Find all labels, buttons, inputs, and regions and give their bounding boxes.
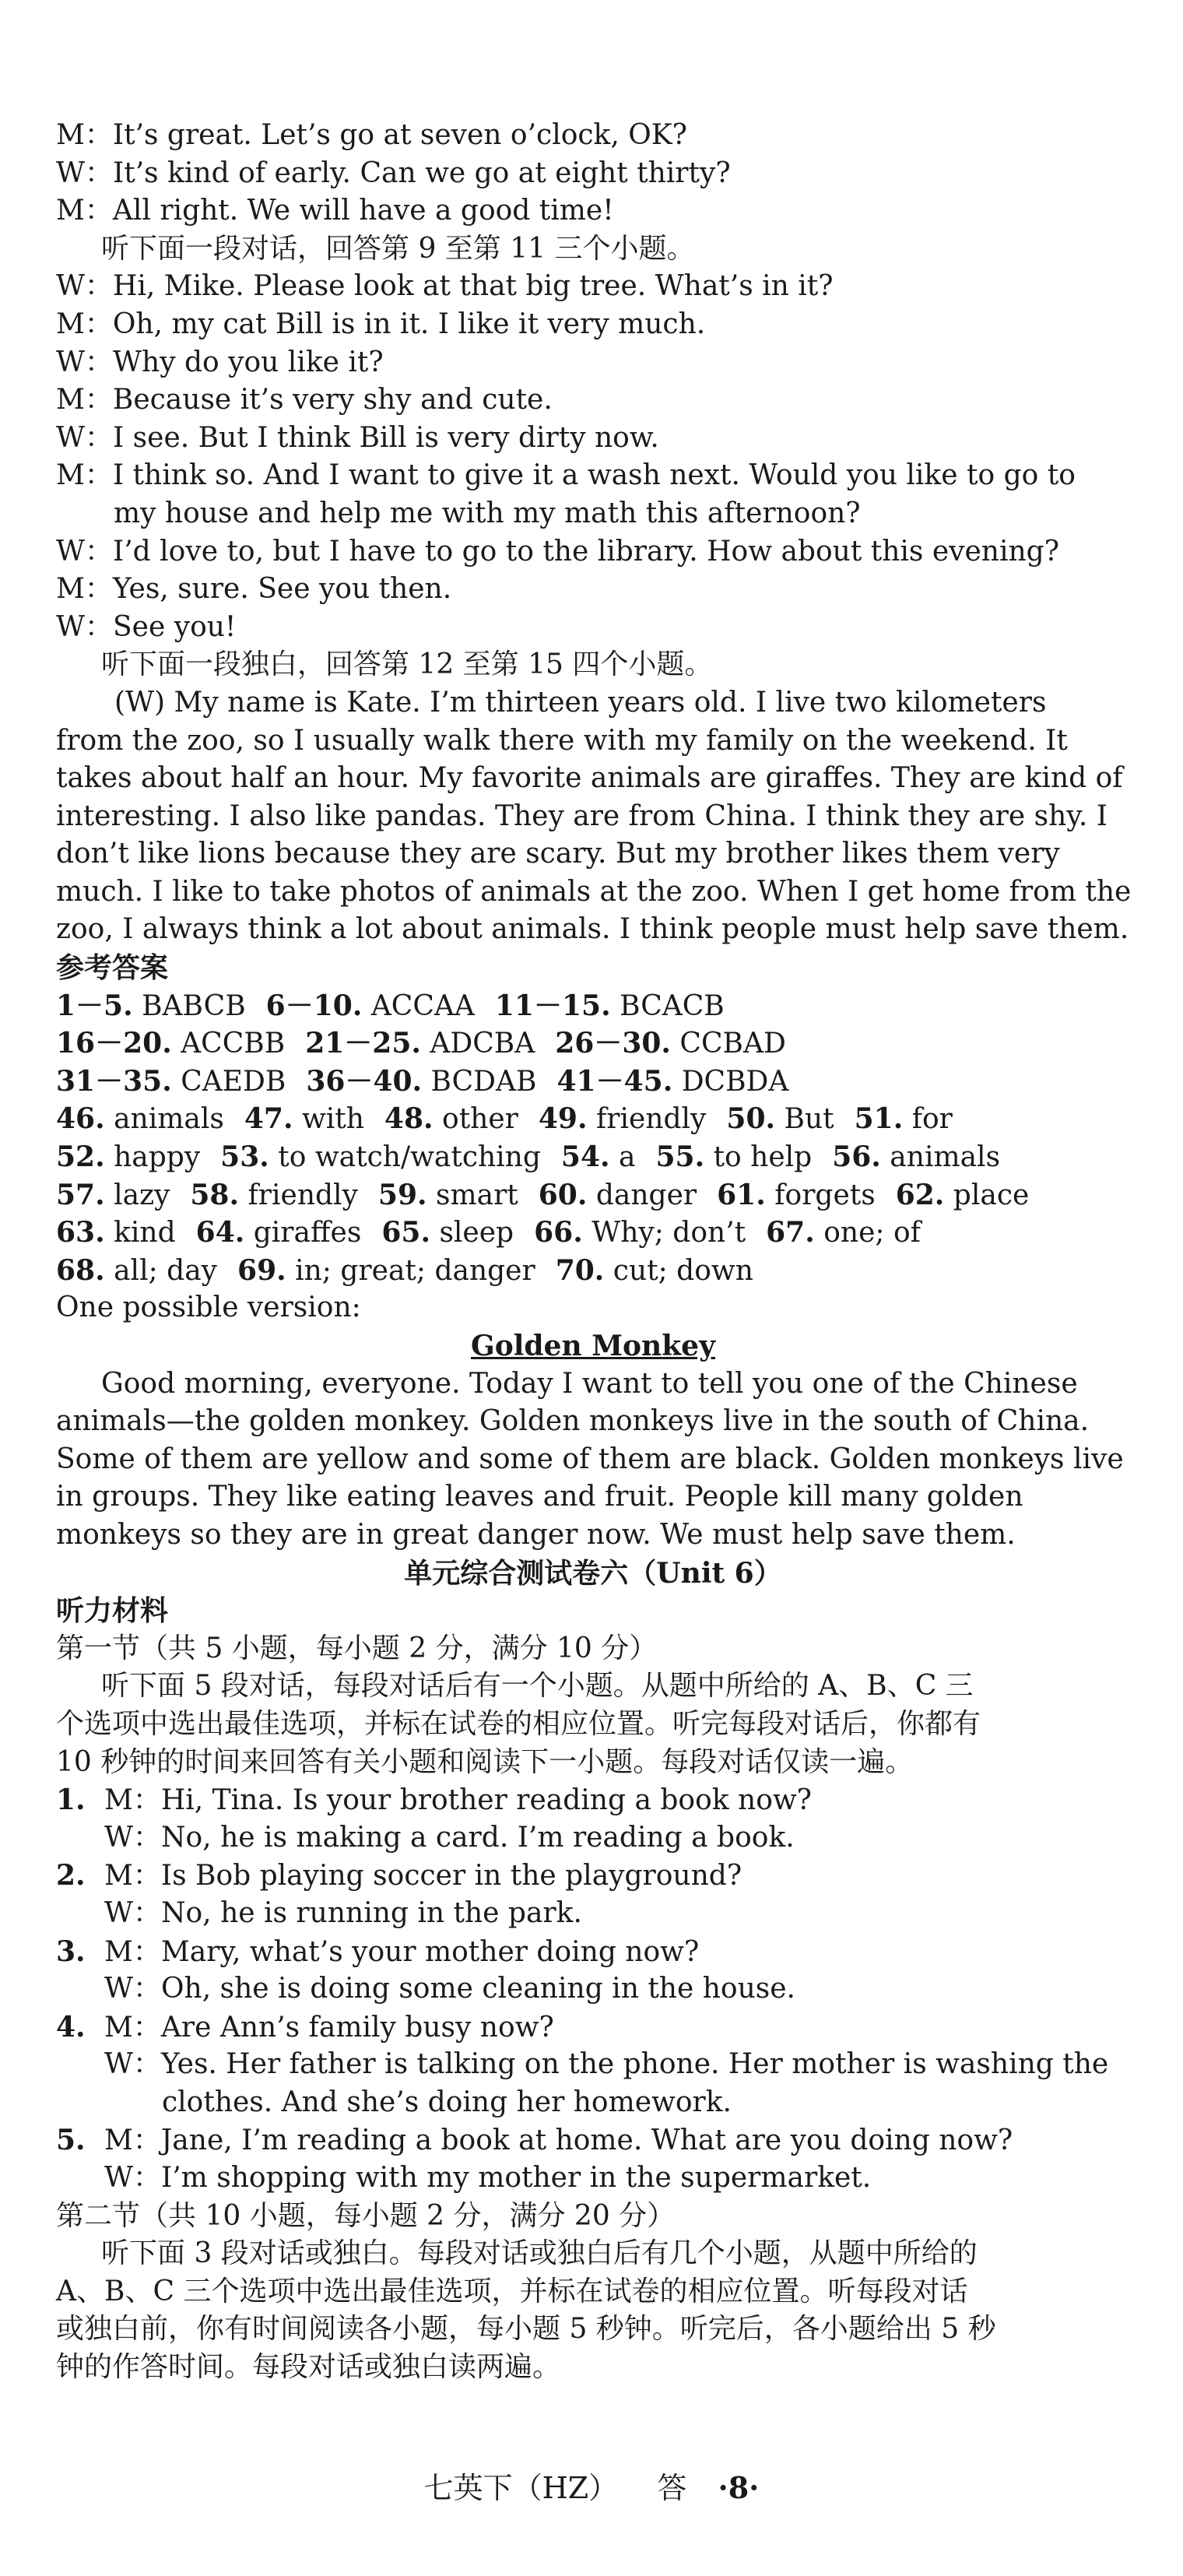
speaker: M：: [56, 119, 113, 151]
answer-group: [832, 1138, 1000, 1177]
answer-value: for: [911, 1103, 953, 1136]
speaker: M：: [56, 459, 113, 492]
answer-value: CAEDB: [181, 1065, 286, 1098]
essay-line: [56, 1403, 1130, 1441]
answer-group: [306, 1063, 536, 1102]
answer-value: giraffes: [253, 1217, 362, 1249]
question-answer-line: [56, 1895, 1130, 1933]
instruction-line: [56, 2273, 1130, 2311]
dialog-line: [56, 571, 1130, 609]
speaker: W：: [56, 156, 114, 189]
essay-line-text: Some of them are yellow and some of them are black. Golden monkeys live: [56, 1443, 1124, 1475]
answer-line: [56, 1176, 1130, 1214]
instruction-line-text: A、B、C 三个选项中选出最佳选项，并标在试卷的相应位置。听每段对话: [56, 2275, 968, 2307]
answer-group: [56, 1138, 200, 1177]
speaker: M：: [56, 384, 113, 416]
answer-group: [555, 1024, 786, 1063]
speaker: M：: [56, 195, 113, 227]
answer-value: kind: [114, 1217, 176, 1249]
answer-number: 62.: [895, 1178, 945, 1211]
question-m: M：Are Ann’s family busy now?: [104, 2011, 554, 2044]
answer-value: ACCAA: [370, 989, 475, 1022]
answer-group: [539, 1176, 697, 1215]
footer-book: 七英下（HZ）: [423, 2471, 619, 2505]
speaker: M：: [56, 573, 113, 606]
answer-number: 69.: [237, 1253, 286, 1287]
answers-title: 参考答案: [56, 951, 169, 985]
question-w: W：No, he is running in the park.: [104, 1896, 582, 1929]
monologue-line: [56, 911, 1130, 949]
question-answer-line: [56, 1819, 1130, 1857]
answer-value: Why; don’t: [592, 1217, 746, 1249]
line-text: I see. But I think Bill is very dirty now.: [113, 421, 659, 454]
answer-line: [56, 1100, 1130, 1138]
answer-group: [896, 1176, 1030, 1215]
essay-line-text: Good morning, everyone. Today I want to tell you one of the Chinese: [101, 1367, 1078, 1400]
answer-number: 48.: [384, 1102, 434, 1136]
question-answer-continued: clothes. And she’s doing her homework.: [162, 2086, 732, 2118]
instruction-line: [56, 2349, 1130, 2387]
question-number: 4.: [56, 2010, 86, 2044]
line-text: It’s great. Let’s go at seven o’clock, OK?: [112, 119, 687, 151]
line-text: All right. We will have a good time!: [112, 195, 614, 227]
answer-group: [557, 1063, 789, 1102]
answer-group: [534, 1214, 746, 1253]
answer-number: 55.: [655, 1140, 705, 1174]
answer-value: other: [442, 1103, 518, 1136]
monologue: [56, 684, 1130, 949]
question-w: W：Oh, she is doing some cleaning in the house.: [104, 1973, 795, 2005]
answer-number: 66.: [534, 1216, 583, 1249]
dialog-line: [56, 609, 1130, 647]
answer-group: [378, 1176, 518, 1215]
answer-value: a: [619, 1141, 636, 1174]
answer-group: [655, 1138, 812, 1177]
answer-number: 41－45.: [556, 1064, 673, 1098]
answer-value: all; day: [114, 1254, 218, 1287]
question-w: W：Yes. Her father is talking on the phone. Her mother is washing the: [104, 2048, 1109, 2081]
answer-value: cut; down: [613, 1254, 753, 1287]
answer-group: [56, 1063, 286, 1102]
monologue-line-text: from the zoo, so I usually walk there with my family on the weekend. It: [56, 724, 1068, 757]
line-text: Hi, Mike. Please look at that big tree. What’s in it?: [113, 270, 834, 303]
question-line: [56, 2121, 1130, 2160]
monologue-line: [56, 722, 1130, 761]
answer-number: 21－25.: [305, 1027, 421, 1060]
section-1-heading: 第一节（共 5 小题，每小题 2 分，满分 10 分）: [56, 1632, 658, 1664]
questions-list: [56, 1781, 1130, 2198]
page-number: ·8·: [718, 2470, 760, 2505]
answer-group: [381, 1214, 514, 1253]
answer-number: 53.: [220, 1140, 269, 1174]
answer-group: [305, 1024, 535, 1063]
answer-number: 52.: [56, 1140, 105, 1174]
answer-line: [56, 1214, 1130, 1252]
dialog-line: [56, 192, 1130, 230]
answer-group: [56, 987, 246, 1026]
answer-number: 50.: [726, 1102, 776, 1136]
answer-group: [56, 1100, 224, 1139]
answer-number: 46.: [56, 1102, 105, 1136]
speaker: W：: [56, 270, 114, 303]
answer-line: [56, 987, 1130, 1025]
listening-title: 听力材料: [56, 1594, 169, 1628]
instruction-line-text: 听下面 3 段对话或独白。每段对话或独白后有几个小题，从题中所给的: [101, 2237, 978, 2270]
speaker: W：: [56, 535, 114, 568]
instruction-line-text: 个选项中选出最佳选项，并标在试卷的相应位置。听完每段对话后，你都有: [56, 1707, 981, 1740]
answer-value: in; great; danger: [295, 1254, 535, 1287]
answer-value: CCBAD: [679, 1028, 786, 1060]
line-text: Yes, sure. See you then.: [112, 573, 452, 606]
answer-value: lazy: [114, 1179, 170, 1211]
line-text: I’d love to, but I have to go to the library. How about this evening?: [113, 535, 1059, 568]
answer-group: [726, 1100, 834, 1139]
answer-value: smart: [436, 1179, 518, 1211]
answer-number: 70.: [555, 1253, 605, 1287]
monologue-line-text: (W) My name is Kate. I’m thirteen years old. I live two kilometers: [114, 686, 1047, 719]
speaker: W：: [56, 346, 114, 378]
essay: [56, 1365, 1130, 1555]
answer-value: But: [784, 1103, 834, 1136]
answer-value: friendly: [595, 1103, 707, 1136]
answer-number: 59.: [377, 1178, 427, 1211]
line-text: See you!: [113, 610, 237, 643]
question-line: [56, 1933, 1130, 1971]
question-answer-line: [56, 1970, 1130, 2008]
answer-value: BABCB: [142, 989, 246, 1022]
dialog-line: [56, 457, 1130, 495]
answer-group: [495, 987, 725, 1026]
essay-title: Golden Monkey: [470, 1330, 715, 1362]
answer-number: 26－30.: [555, 1027, 671, 1060]
essay-line: [56, 1365, 1130, 1404]
question-m: M：Hi, Tina. Is your brother reading a book now?: [104, 1784, 812, 1817]
answer-group: [56, 1252, 217, 1291]
essay-line: [56, 1478, 1130, 1516]
answer-group: [384, 1100, 518, 1139]
speaker: W：: [56, 421, 114, 454]
monologue-line: [56, 798, 1130, 836]
answer-number: 16－20.: [56, 1027, 172, 1060]
monologue-line: [56, 835, 1130, 873]
answer-value: forgets: [774, 1179, 876, 1211]
answer-number: 65.: [381, 1216, 430, 1249]
essay-line: [56, 1516, 1130, 1555]
answer-line: [56, 1063, 1130, 1101]
answer-number: 49.: [538, 1102, 588, 1136]
line-text: Why do you like it?: [113, 346, 384, 378]
monologue-line-text: zoo, I always think a lot about animals. I think people must help save them.: [56, 913, 1129, 946]
monologue-line-text: much. I like to take photos of animals at the zoo. When I get home from the: [56, 875, 1132, 908]
dialog-line: [56, 268, 1130, 306]
dialog-2: [56, 268, 1130, 646]
answer-group: [237, 1252, 535, 1291]
answer-value: with: [301, 1103, 364, 1136]
answer-value: ACCBB: [181, 1028, 286, 1060]
answer-value: BCACB: [620, 989, 725, 1022]
answer-group: [556, 1252, 753, 1291]
monologue-line: [56, 684, 1130, 722]
answer-value: ADCBA: [430, 1028, 535, 1060]
instruction-line: [56, 1706, 1130, 1744]
answer-value: DCBDA: [681, 1065, 789, 1098]
dialog-line-continued: my house and help me with my math this afternoon?: [114, 497, 861, 529]
answer-number: 36－40.: [306, 1064, 423, 1098]
dialog-line: [56, 155, 1130, 193]
dialog-1: [56, 117, 1130, 230]
answer-value: danger: [595, 1179, 697, 1211]
answer-value: happy: [114, 1141, 201, 1174]
instruction-line-text: 10 秒钟的时间来回答有关小题和阅读下一小题。每段对话仅读一遍。: [56, 1745, 914, 1778]
monologue-line: [56, 760, 1130, 798]
question-answer-line: [56, 2046, 1130, 2084]
answer-group: [56, 1176, 170, 1215]
answer-value: animals: [114, 1103, 224, 1136]
dialog-line: [56, 381, 1130, 420]
question-number: 2.: [56, 1859, 86, 1892]
speaker: M：: [56, 308, 113, 340]
answer-value: to help: [713, 1141, 813, 1174]
instruction-line: [56, 1744, 1130, 1782]
answer-number: 57.: [56, 1178, 105, 1211]
essay-line-text: monkeys so they are in great danger now. We must help save them.: [56, 1518, 1016, 1551]
instruction-line: [56, 2235, 1130, 2273]
answer-value: one; of: [823, 1217, 921, 1249]
answer-group: [855, 1100, 953, 1139]
answer-number: 31－35.: [56, 1064, 172, 1098]
dialog-line: [56, 344, 1130, 382]
dialog-line: [56, 533, 1130, 571]
instruction-12-15: 听下面一段独白，回答第 12 至第 15 四个小题。: [101, 648, 713, 681]
monologue-line-text: interesting. I also like pandas. They are from China. I think they are shy. I: [56, 800, 1108, 832]
instruction-9-11: 听下面一段对话，回答第 9 至第 11 三个小题。: [101, 232, 695, 265]
question-w: W：No, he is making a card. I’m reading a book.: [104, 1821, 795, 1854]
answer-number: 60.: [538, 1178, 588, 1211]
dialog-line: [56, 306, 1130, 344]
answer-value: place: [953, 1179, 1030, 1211]
answer-group: [190, 1176, 358, 1215]
answer-number: 54.: [560, 1140, 610, 1174]
answer-key: [56, 987, 1130, 1290]
page-content: [56, 117, 1130, 2387]
answer-value: sleep: [439, 1217, 514, 1249]
answer-group: [196, 1214, 362, 1253]
answer-number: 6－10.: [265, 989, 363, 1022]
answer-number: 64.: [195, 1216, 245, 1249]
question-number: 3.: [56, 1935, 86, 1968]
question-w: W：I’m shopping with my mother in the supermarket.: [104, 2162, 872, 2195]
answer-number: 67.: [766, 1216, 815, 1249]
essay-line-text: animals—the golden monkey. Golden monkeys live in the south of China.: [56, 1405, 1090, 1438]
instruction-line: [56, 1668, 1130, 1706]
answer-group: [56, 1214, 176, 1253]
question-number: 5.: [56, 2124, 86, 2157]
answer-group: [766, 1214, 921, 1253]
instruction-line-text: 或独白前，你有时间阅读各小题，每小题 5 秒钟。听完后，各小题给出 5 秒: [56, 2313, 996, 2346]
line-text: It’s kind of early. Can we go at eight thirty?: [113, 156, 731, 189]
answer-value: friendly: [247, 1179, 358, 1211]
dialog-line: [56, 420, 1130, 458]
answer-number: 58.: [190, 1178, 240, 1211]
question-answer-line: [56, 2160, 1130, 2198]
line-text: Because it’s very shy and cute.: [112, 384, 553, 416]
monologue-line-text: takes about half an hour. My favorite animals are giraffes. They are kind of: [56, 762, 1123, 795]
section-1-instructions: [56, 1668, 1130, 1781]
answer-line: [56, 1138, 1130, 1176]
page-footer: [0, 2464, 1183, 2507]
answer-value: BCDAB: [430, 1065, 537, 1098]
unit-title: 单元综合测试卷六（Unit 6）: [404, 1556, 782, 1590]
answer-number: 63.: [56, 1216, 105, 1249]
essay-line-text: in groups. They like eating leaves and fruit. People kill many golden: [56, 1481, 1023, 1513]
instruction-line-text: 听下面 5 段对话，每段对话后有一个小题。从题中所给的 A、B、C 三: [101, 1670, 974, 1703]
question-line: [56, 1781, 1130, 1819]
question-m: M：Mary, what’s your mother doing now?: [104, 1935, 700, 1968]
answer-number: 56.: [832, 1140, 881, 1174]
answer-number: 11－15.: [494, 989, 611, 1022]
line-text: I think so. And I want to give it a wash next. Would you like to go to: [112, 459, 1076, 492]
answer-number: 1－5.: [56, 989, 133, 1022]
section-2-heading: 第二节（共 10 小题，每小题 2 分，满分 20 分）: [56, 2199, 676, 2232]
question-number: 1.: [56, 1784, 86, 1817]
answer-group: [244, 1100, 364, 1139]
answer-number: 61.: [717, 1178, 766, 1211]
answer-line: [56, 1252, 1130, 1290]
answer-number: 68.: [56, 1253, 105, 1287]
instruction-line: [56, 2311, 1130, 2349]
answer-group: [220, 1138, 541, 1177]
footer-answer-label: 答: [657, 2471, 687, 2505]
answer-group: [266, 987, 475, 1026]
line-text: Oh, my cat Bill is in it. I like it very much.: [112, 308, 706, 340]
essay-line: [56, 1441, 1130, 1479]
answer-value: animals: [890, 1141, 1001, 1174]
answer-value: to watch/watching: [278, 1141, 541, 1174]
question-line: [56, 1857, 1130, 1895]
version-label: One possible version:: [56, 1292, 361, 1324]
answer-number: 47.: [244, 1102, 293, 1136]
question-line: [56, 2008, 1130, 2047]
monologue-line: [56, 873, 1130, 912]
dialog-line: [56, 117, 1130, 155]
answer-group: [56, 1024, 285, 1063]
question-m: M：Jane, I’m reading a book at home. What are you doing now?: [104, 2124, 1013, 2157]
instruction-line-text: 钟的作答时间。每段对话或独白读两遍。: [56, 2351, 561, 2384]
answer-number: 51.: [854, 1102, 904, 1136]
question-m: M：Is Bob playing soccer in the playground?: [104, 1860, 742, 1892]
answer-group: [717, 1176, 876, 1215]
answer-group: [561, 1138, 636, 1177]
section-2-instructions: [56, 2235, 1130, 2386]
speaker: W：: [56, 610, 114, 643]
answer-line: [56, 1024, 1130, 1063]
answer-group: [539, 1100, 707, 1139]
monologue-line-text: don’t like lions because they are scary. But my brother likes them very: [56, 838, 1060, 870]
